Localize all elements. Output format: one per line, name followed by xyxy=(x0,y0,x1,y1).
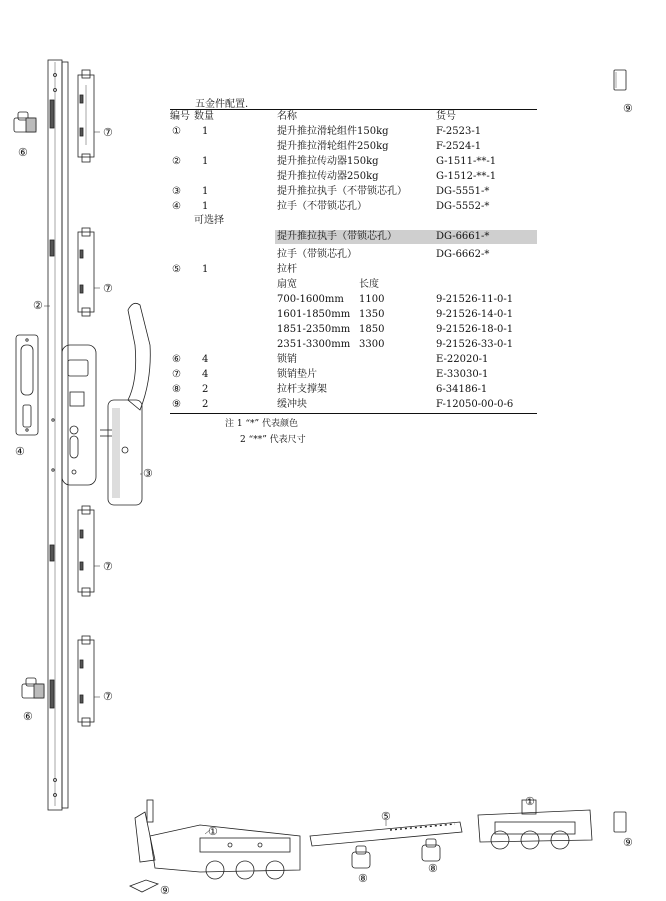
callout-1-right: ① xyxy=(525,795,535,808)
row-name: 提升推拉执手（带锁芯孔） xyxy=(277,231,397,242)
buffer-block-drawing-top xyxy=(614,70,626,90)
rod-width: 2351-3300mm xyxy=(277,339,351,350)
row-code: DG-6662-* xyxy=(436,249,490,260)
row-name: 提升推拉执手（不带锁芯孔） xyxy=(277,186,407,197)
rod-col-length: 长度 xyxy=(359,279,379,290)
row-qty: 1 xyxy=(202,201,209,212)
header-code: 货号 xyxy=(436,111,456,122)
callout-1: ① xyxy=(208,825,218,838)
gearbox-drawing xyxy=(62,345,96,485)
rod-length: 1350 xyxy=(359,309,385,320)
drive-rod-drawing xyxy=(48,60,68,810)
note-1: 注 1 “*” 代表颜色 xyxy=(225,419,299,429)
row-name: 锁销垫片 xyxy=(277,369,317,380)
callout-7-bottom: ⑦ xyxy=(103,690,113,703)
keeper-drawing-top xyxy=(78,70,94,162)
callout-2: ② xyxy=(33,299,43,312)
row-qty: 1 xyxy=(202,264,209,275)
header-no: 编号 xyxy=(170,111,190,122)
row-name: 拉手（不带锁芯孔） xyxy=(277,201,367,212)
rod-col-width: 扇宽 xyxy=(277,279,297,290)
row-code: F-2524-1 xyxy=(436,141,482,152)
rod-support-drawing-1 xyxy=(352,846,370,868)
locking-pin-drawing-top xyxy=(14,112,36,132)
row-code: DG-5551-* xyxy=(436,186,490,197)
row-qty: 1 xyxy=(202,186,209,197)
rod-support-drawing-2 xyxy=(422,839,440,861)
row-name: 缓冲块 xyxy=(277,399,307,410)
recessed-pull-drawing xyxy=(16,335,38,435)
row-name: 拉手（带锁芯孔） xyxy=(277,249,357,260)
callout-9-bottom: ⑨ xyxy=(160,884,170,897)
row-code: E-33030-1 xyxy=(436,369,489,380)
row-code: E-22020-1 xyxy=(436,354,489,365)
callout-9-right: ⑨ xyxy=(623,836,633,849)
optional-label: 可选择 xyxy=(194,215,224,226)
rod-width: 700-1600mm xyxy=(277,294,344,305)
callout-7-mid-upper: ⑦ xyxy=(103,282,113,295)
locking-pin-drawing-bottom xyxy=(22,678,44,698)
row-no: ④ xyxy=(172,201,181,212)
row-qty: 1 xyxy=(202,156,209,167)
keeper-drawing-mid-upper xyxy=(78,228,94,316)
row-code: G-1512-**-1 xyxy=(436,171,497,182)
header-qty: 数量 xyxy=(194,111,214,122)
buffer-block-drawing-right xyxy=(614,812,626,832)
rod-length: 1850 xyxy=(359,324,385,335)
row-code: DG-5552-* xyxy=(436,201,490,212)
rod-code: 9-21526-33-0-1 xyxy=(436,339,514,350)
row-name: 拉杆支撑架 xyxy=(277,384,327,395)
row-no: ⑥ xyxy=(172,354,181,365)
rod-length: 1100 xyxy=(359,294,385,305)
row-no: ⑦ xyxy=(172,369,181,380)
row-name: 提升推拉滑轮组件250kg xyxy=(277,141,389,152)
row-qty: 4 xyxy=(202,369,209,380)
roller-drawing-left xyxy=(135,800,300,879)
row-qty: 4 xyxy=(202,354,209,365)
row-name: 锁销 xyxy=(277,354,297,365)
rod-code: 9-21526-11-0-1 xyxy=(436,294,514,305)
rod-code: 9-21526-14-0-1 xyxy=(436,309,514,320)
row-code: F-2523-1 xyxy=(436,126,482,137)
row-name: 提升推拉传动器150kg xyxy=(277,156,379,167)
rod-width: 1601-1850mm xyxy=(277,309,351,320)
callout-5: ⑤ xyxy=(381,810,391,823)
callout-7-mid-lower: ⑦ xyxy=(103,560,113,573)
rod-code: 9-21526-18-0-1 xyxy=(436,324,514,335)
row-name: 拉杆 xyxy=(277,264,297,275)
row-code: F-12050-00-0-6 xyxy=(436,399,514,410)
callout-8-right: ⑧ xyxy=(428,862,438,875)
row-qty: 2 xyxy=(202,399,209,410)
keeper-drawing-bottom xyxy=(78,636,94,726)
callout-3: ③ xyxy=(143,467,153,480)
roller-drawing-right xyxy=(478,800,592,849)
callout-9-top: ⑨ xyxy=(623,102,633,115)
row-no: ③ xyxy=(172,186,181,197)
callout-4: ④ xyxy=(15,445,25,458)
callout-7-top: ⑦ xyxy=(103,126,113,139)
table-bottom-rule xyxy=(170,413,537,414)
row-no: ⑤ xyxy=(172,264,181,275)
header-name: 名称 xyxy=(277,111,297,122)
row-no: ② xyxy=(172,156,181,167)
row-code: 6-34186-1 xyxy=(436,384,488,395)
callout-8-left: ⑧ xyxy=(358,872,368,885)
keeper-drawing-mid-lower xyxy=(78,506,94,596)
row-name: 提升推拉滑轮组件150kg xyxy=(277,126,389,137)
row-no: ⑨ xyxy=(172,399,181,410)
row-code: G-1511-**-1 xyxy=(436,156,497,167)
row-no: ⑧ xyxy=(172,384,181,395)
table-title: 五金件配置. xyxy=(195,99,249,110)
callout-6-top: ⑥ xyxy=(18,146,28,159)
row-no: ① xyxy=(172,126,181,137)
rod-width: 1851-2350mm xyxy=(277,324,351,335)
row-qty: 2 xyxy=(202,384,209,395)
rod-length: 3300 xyxy=(359,339,385,350)
row-name: 提升推拉传动器250kg xyxy=(277,171,379,182)
row-qty: 1 xyxy=(202,126,209,137)
note-2: 2 “**” 代表尺寸 xyxy=(240,435,306,445)
callout-6-bottom: ⑥ xyxy=(23,710,33,723)
buffer-block-drawing-bottom xyxy=(130,880,158,892)
row-code: DG-6661-* xyxy=(436,231,490,242)
table-top-rule xyxy=(170,109,537,110)
